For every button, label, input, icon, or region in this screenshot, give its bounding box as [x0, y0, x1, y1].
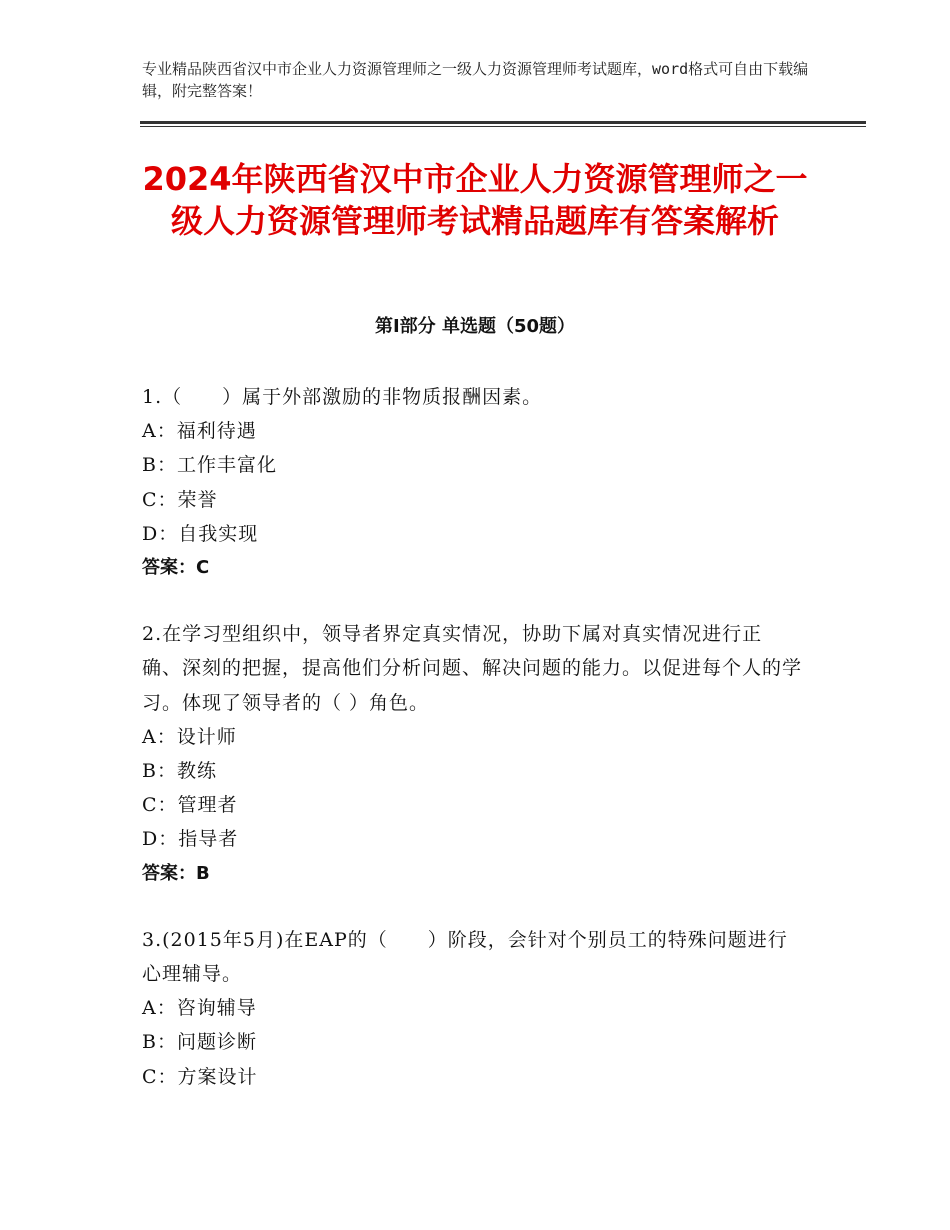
question-3: [142, 923, 802, 1094]
section-title: 第Ⅰ部分 单选题（50题）: [374, 316, 575, 337]
question-2: [142, 617, 802, 891]
option-a: A：福利待遇: [142, 420, 257, 443]
option-d: D：指导者: [142, 828, 239, 851]
option-a: A：设计师: [142, 725, 237, 748]
header-rule-thick: [140, 121, 866, 124]
question-stem: 2.在学习型组织中，领导者界定真实情况，协助下属对真实情况进行正确、深刻的把握，提高他们分析问题、解决问题的能力。以促进每个人的学习。体现了领导者的（ ）角色。: [142, 623, 803, 714]
option-b: B：问题诊断: [142, 1031, 257, 1054]
option-a: A：咨询辅导: [142, 997, 257, 1020]
option-c: C：方案设计: [142, 1065, 258, 1088]
option-c: C：管理者: [142, 794, 238, 817]
option-c: C：荣誉: [142, 488, 218, 511]
option-d: D：自我实现: [142, 522, 259, 545]
question-stem: 1.（ ）属于外部激励的非物质报酬因素。: [142, 386, 543, 408]
option-b: B：工作丰富化: [142, 454, 277, 477]
question-list: [142, 380, 802, 1126]
option-b: B：教练: [142, 760, 217, 783]
answer: 答案：C: [142, 557, 210, 579]
document-title: 2024年陕西省汉中市企业人力资源管理师之一级人力资源管理师考试精品题库有答案解析: [142, 160, 808, 240]
answer: 答案：B: [142, 862, 210, 884]
header-note: 专业精品陕西省汉中市企业人力资源管理师之一级人力资源管理师考试题库，word格式可自由下载编辑，附完整答案！: [142, 60, 809, 100]
question-1: [142, 380, 802, 585]
question-stem: 3.(2015年5月)在EAP的（ ）阶段，会针对个别员工的特殊问题进行心理辅导。: [142, 928, 788, 986]
header-rule-thin: [140, 126, 866, 127]
